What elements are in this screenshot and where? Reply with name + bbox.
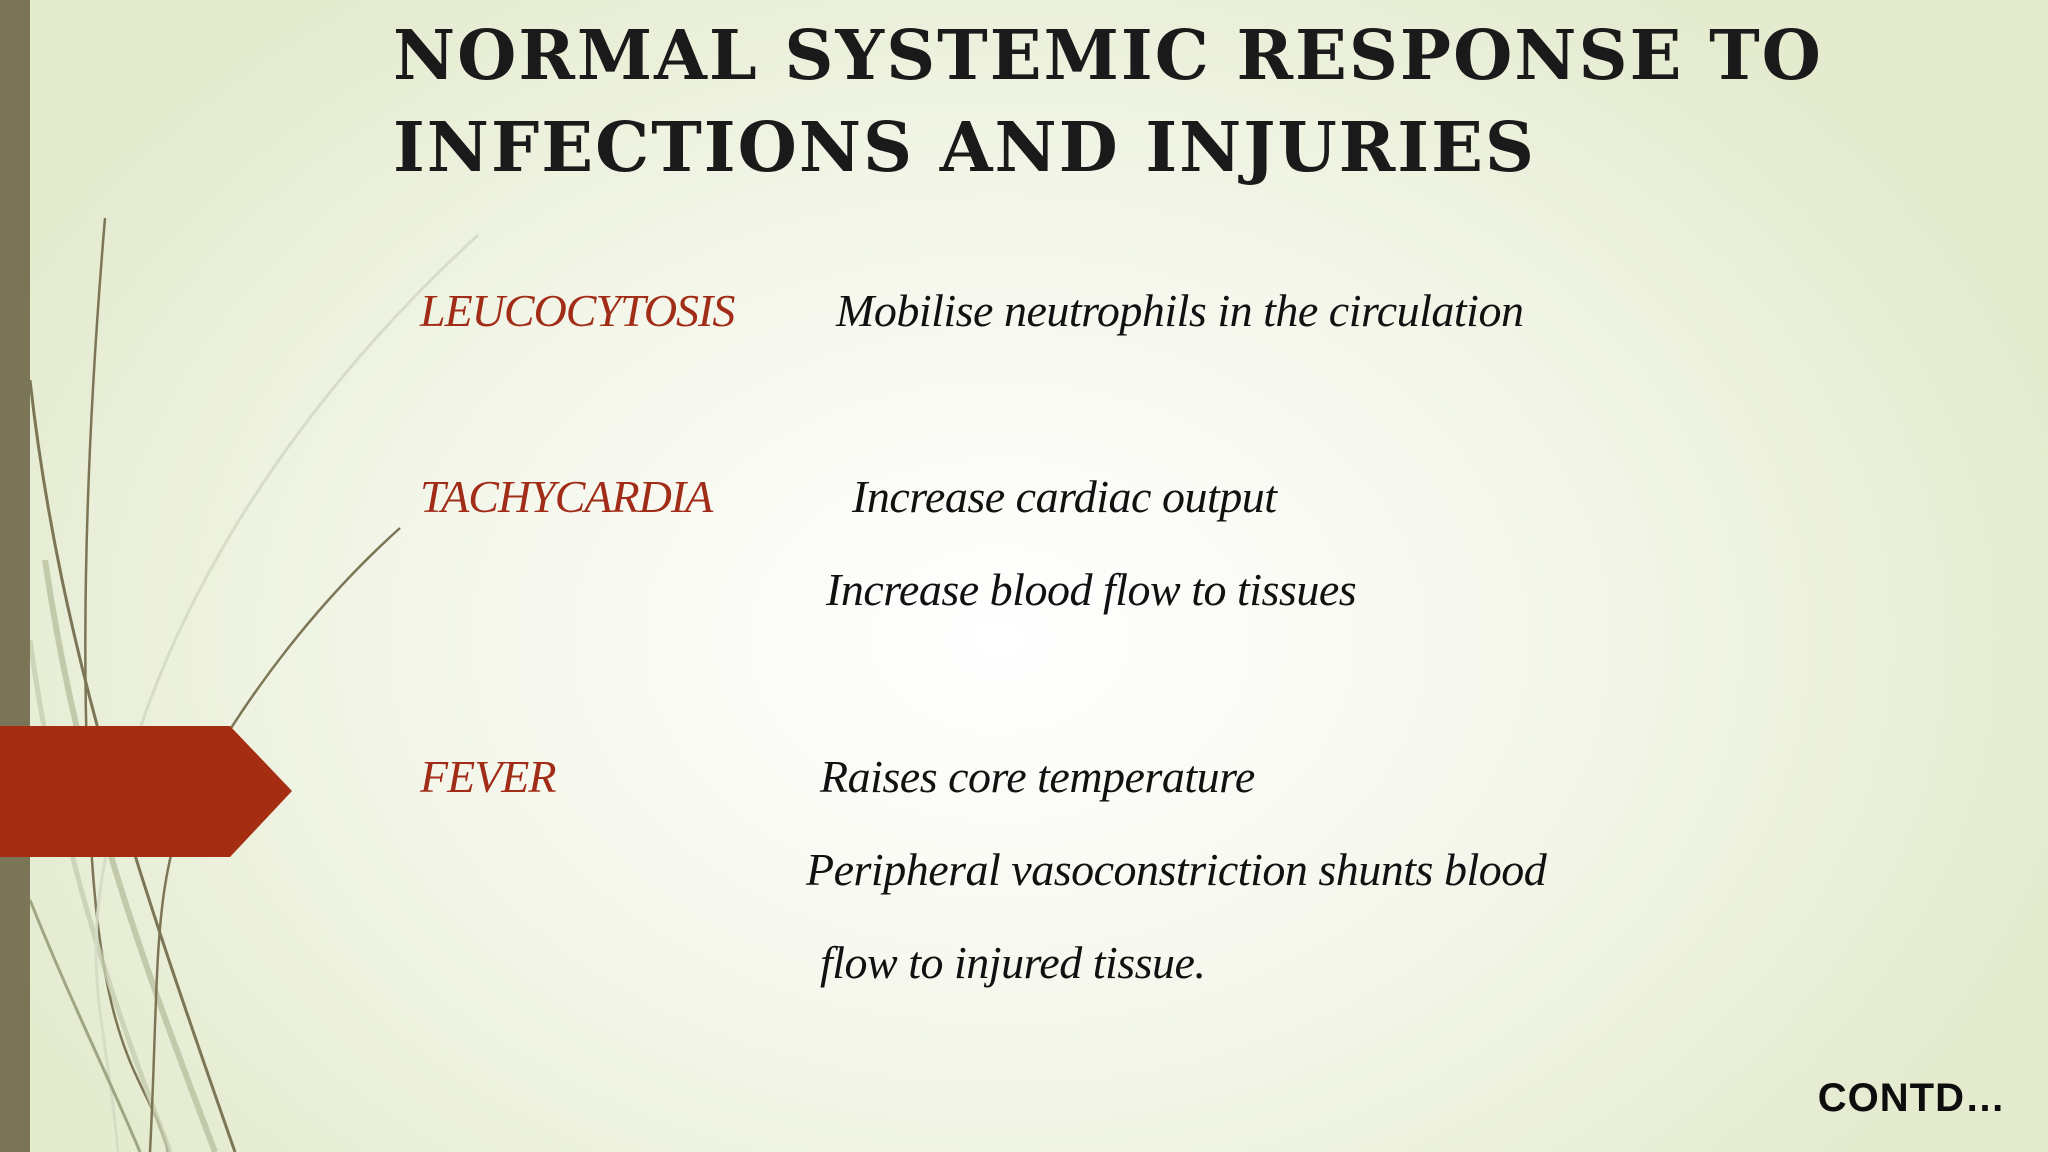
description-line: Increase blood flow to tissues <box>826 564 1357 615</box>
continued-label: CONTD… <box>1817 1076 2006 1120</box>
term-fever: FEVER <box>420 751 556 802</box>
description-line: Raises core temperature <box>820 751 1255 802</box>
side-bar <box>0 0 30 1152</box>
term-tachycardia: TACHYCARDIA <box>420 471 713 522</box>
description-line: Mobilise neutrophils in the circulation <box>836 285 1524 336</box>
slide-title: NORMAL SYSTEMIC RESPONSE TO INFECTIONS AND INJURIES <box>393 16 1823 188</box>
description-line: Increase cardiac output <box>852 471 1277 522</box>
description-line: Peripheral vasoconstriction shunts blood <box>806 844 1547 895</box>
arrow-marker-icon <box>0 726 292 857</box>
description-line: flow to injured tissue. <box>820 937 1206 988</box>
term-leucocytosis: LEUCOCYTOSIS <box>420 285 735 336</box>
